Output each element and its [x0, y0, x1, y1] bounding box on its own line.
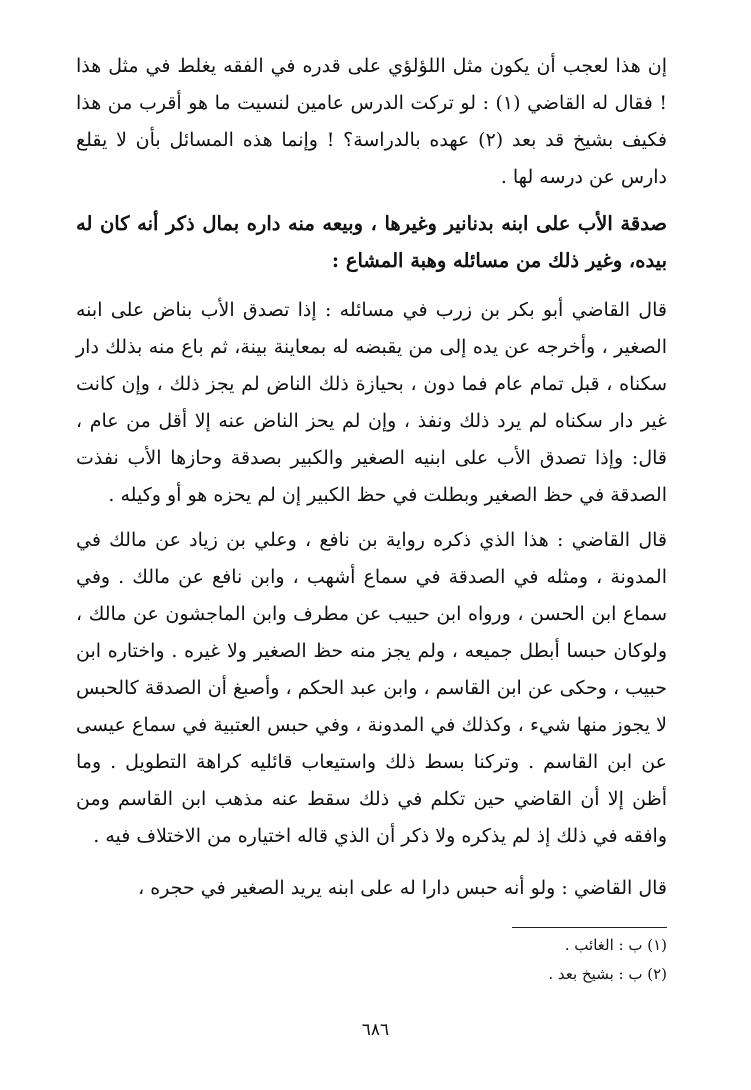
footnote-1: (١) ب : الغائب .: [564, 936, 667, 954]
paragraph-4: قال القاضي : ولو أنه حبس دارا له على ابنه يريد الصغير في حجره ،: [138, 877, 667, 899]
section-heading: صدقة الأب على ابنه بدنانير وغيرها ، وبيعه منه داره بمال ذكر أنه كان له بيده، وغير ذلك من مسائله وهبة المشاع :: [76, 212, 667, 272]
page-number: ٦٨٦: [361, 1020, 390, 1040]
footnote-2: (٢) ب : بشيخ بعد .: [548, 965, 667, 983]
footnote-separator: [512, 927, 667, 928]
paragraph-3: قال القاضي : هذا الذي ذكره رواية بن نافع ، وعلي بن زياد عن مالك في المدونة ، ومثله في الصدقة في سماع أشهب ، وابن نافع عن مالك . وفي سماع ابن الحسن ، ورواه ابن حبيب عن مطرف وابن الماجشون عن مالك ، ولوكان حبسا أبطل جميعه ، ولم يجز منه حظ الصغير ولا غيره . واختاره ابن حبيب ، وحكى عن ابن القاسم ، وابن عبد الحكم ، وأصبغ أن الصدقة كالحبس لا يجوز منها شيء ، وكذلك في المدونة ، وفي حبس العتبية في سماع عيسى عن ابن القاسم . وتركنا بسط ذلك واستيعاب قائليه كراهة التطويل . وما أظن إلا أن القاضي حين تكلم في ذلك سقط عنه مذهب ابن القاسم ومن وافقه في ذلك إذ لم يذكره ولا ذكر أن الذي قاله اختياره من الاختلاف فيه .: [76, 529, 667, 847]
paragraph-1: إن هذا لعجب أن يكون مثل اللؤلؤي على قدره في الفقه يغلط في مثل هذا ! فقال له القاضي (١) : لو تركت الدرس عامين لنسيت ما هو أقرب من هذا فكيف بشيخ قد بعد (٢) عهده بالدراسة؟ ! وإنما هذه المسائل بأن لا يقلع دارس عن درسه لها .: [76, 55, 667, 188]
paragraph-2: قال القاضي أبو بكر بن زرب في مسائله : إذا تصدق الأب بناض على ابنه الصغير ، وأخرجه عن يده إلى من يقبضه له بمعاينة بينة، ثم باع منه بذلك دار سكناه ، قبل تمام عام فما دون ، بحيازة ذلك الناض لم يجز ذلك ، وإن كانت غير دار سكناه لم يرد ذلك ونفذ ، وإن لم يحز الناض عنه إلا أقل من عام ، قال: وإذا تصدق الأب على ابنيه الصغير والكبير بصدقة وحازها الأب نفذت الصدقة في حظ الصغير وبطلت في حظ الكبير إن لم يحزه هو أو وكيله .: [76, 299, 667, 506]
